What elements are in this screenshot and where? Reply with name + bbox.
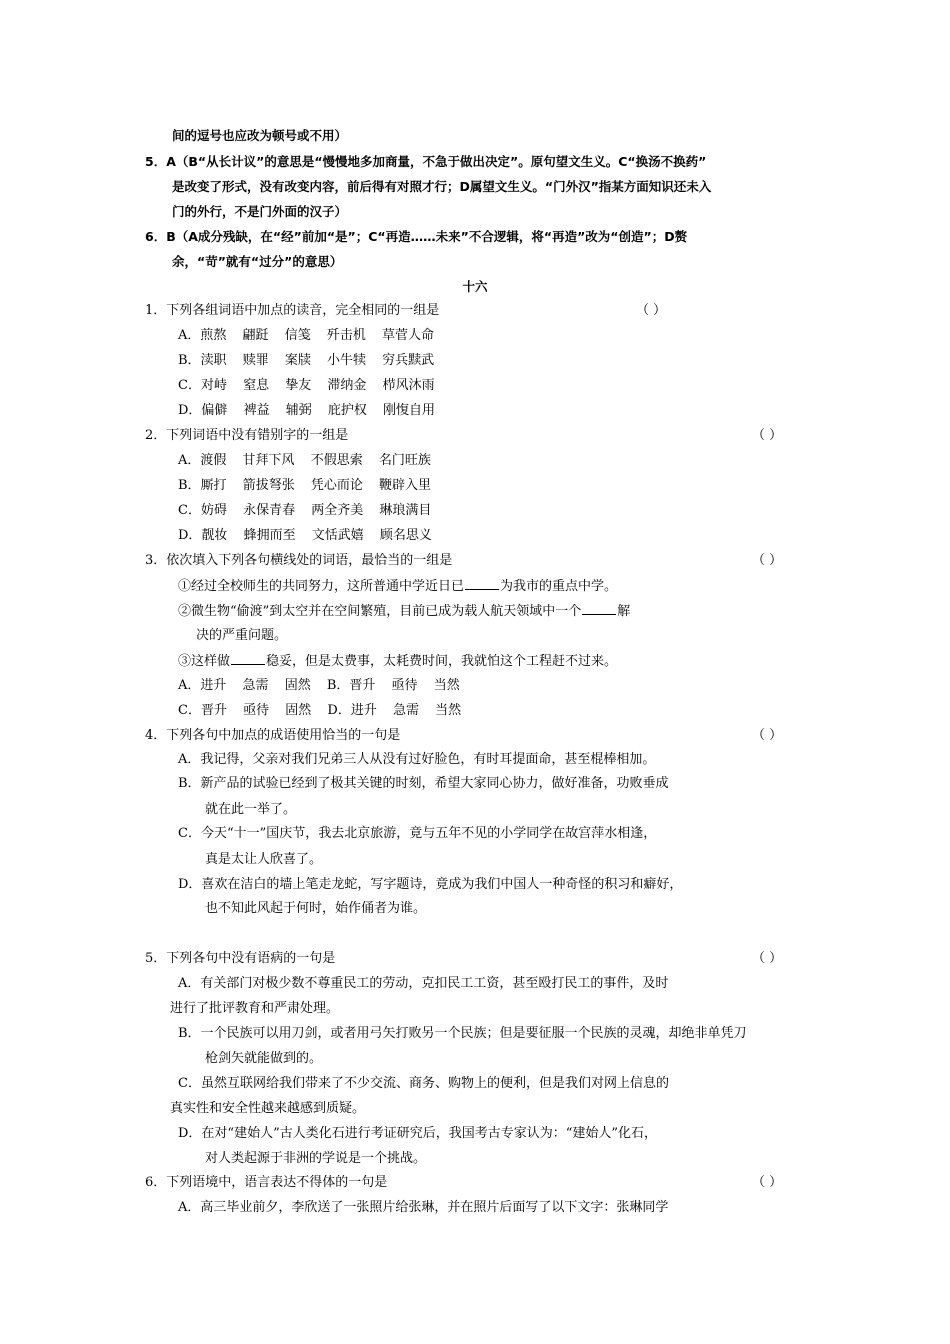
question-2-answer-paren: （ ） bbox=[752, 428, 783, 443]
question-5-option-d: D．在对“建始人”古人类化石进行考证研究后，我国考古专家认为：“建始人”化石， bbox=[178, 1126, 658, 1141]
question-3-options-ab: A．进升 急需 固然 B．晋升 亟待 当然 bbox=[178, 678, 460, 693]
answer-5-line-3: 门的外行，不是门外面的汉子） bbox=[172, 204, 348, 219]
answer-6-line-1: 6．B（A成分残缺，在“经”前加“是”；C“再造……未来”不合逻辑，将“再造”改为“创造”；D赘 bbox=[145, 229, 688, 244]
question-4-option-c-cont: 真是太让人欣喜了。 bbox=[205, 852, 323, 867]
question-2-option-a: A．渡假 甘拜下风 不假思索 名门旺族 bbox=[178, 453, 431, 468]
fill-blank-2 bbox=[582, 602, 616, 615]
question-5-option-a-cont: 进行了批评教育和严肃处理。 bbox=[170, 1001, 340, 1016]
fill-blank-3 bbox=[231, 652, 265, 665]
question-6-option-a: A．高三毕业前夕，李欣送了一张照片给张琳，并在照片后面写了以下文字：张琳同学 bbox=[178, 1200, 669, 1215]
question-6-answer-paren: （ ） bbox=[752, 1175, 783, 1190]
question-1-option-d: D．偏僻 裨益 辅弼 庇护权 刚愎自用 bbox=[178, 403, 436, 418]
question-3-stem: 3．依次填入下列各句横线处的词语，最恰当的一组是 bbox=[145, 553, 453, 568]
question-4-option-c: C．今天“十一”国庆节，我去北京旅游，竟与五年不见的小学同学在故宫萍水相逢， bbox=[178, 826, 657, 841]
question-3-options-cd: C．晋升 亟待 固然 D．进升 急需 当然 bbox=[178, 703, 462, 718]
question-4-option-a: A．我记得，父亲对我们兄弟三人从没有过好脸色，有时耳提面命，甚至棍棒相加。 bbox=[178, 752, 656, 767]
section-title: 十六 bbox=[462, 279, 488, 294]
answer-6-line-2: 余，“苛”就有“过分”的意思） bbox=[172, 254, 343, 269]
question-1-answer-paren: （ ） bbox=[636, 303, 667, 318]
answer-5-line-2: 是改变了形式，没有改变内容，前后得有对照才行；D属望文生义。“门外汉”指某方面知识还未入 bbox=[172, 179, 712, 194]
question-2-stem: 2．下列词语中没有错别字的一组是 bbox=[145, 428, 349, 443]
question-2-option-d: D．靓妆 蜂拥而至 文恬武嬉 顾名思义 bbox=[178, 528, 432, 543]
question-5-option-a: A．有关部门对极少数不尊重民工的劳动，克扣民工工资，甚至殴打民工的事件，及时 bbox=[178, 976, 669, 991]
question-5-option-d-cont: 对人类起源于非洲的学说是一个挑战。 bbox=[205, 1151, 427, 1166]
question-5-option-b-cont: 枪剑矢就能做到的。 bbox=[205, 1051, 323, 1066]
question-5-answer-paren: （ ） bbox=[752, 951, 783, 966]
question-3-sentence-2: ②微生物“偷渡”到太空并在空间繁殖，目前已成为载人航天领域中一个 解 bbox=[178, 604, 631, 619]
question-3-sentence-3: ③这样做 稳妥，但是太费事，太耗费时间，我就怕这个工程赶不过来。 bbox=[178, 654, 618, 669]
question-5-option-c-cont: 真实性和安全性越来越感到质疑。 bbox=[170, 1101, 366, 1116]
question-1-option-c: C．对峙 窒息 挚友 滞纳金 栉风沐雨 bbox=[178, 378, 435, 393]
question-1-option-b: B．渎职 赎罪 案牍 小牛犊 穷兵黩武 bbox=[178, 353, 435, 368]
question-6-stem: 6．下列语境中，语言表达不得体的一句是 bbox=[145, 1175, 388, 1190]
question-5-option-c: C．虽然互联网给我们带来了不少交流、商务、购物上的便利，但是我们对网上信息的 bbox=[178, 1076, 669, 1091]
question-1-option-a: A．煎熬 翩跹 信笺 歼击机 草菅人命 bbox=[178, 328, 435, 343]
question-4-answer-paren: （ ） bbox=[752, 728, 783, 743]
question-2-option-c: C．妨碍 永保青春 两全齐美 琳琅满目 bbox=[178, 503, 432, 518]
question-1-stem: 1．下列各组词语中加点的读音，完全相同的一组是 bbox=[145, 303, 440, 318]
question-4-option-b: B．新产品的试验已经到了极其关键的时刻，希望大家同心协力，做好准备，功败垂成 bbox=[178, 776, 669, 791]
question-4-option-d: D．喜欢在洁白的墙上笔走龙蛇，写字题诗，竟成为我们中国人一种奇怪的积习和癖好， bbox=[178, 877, 683, 892]
question-3-answer-paren: （ ） bbox=[752, 553, 783, 568]
question-4-option-d-cont: 也不知此风起于何时，始作俑者为谁。 bbox=[205, 901, 427, 916]
question-5-stem: 5．下列各句中没有语病的一句是 bbox=[145, 951, 336, 966]
answer-continuation-line: 间的逗号也应改为顿号或不用） bbox=[172, 128, 348, 143]
fill-blank-1 bbox=[465, 577, 499, 590]
answer-5-line-1: 5．A（B“从长计议”的意思是“慢慢地多加商量，不急于做出决定”。原句望文生义。C“换汤不换药” bbox=[145, 154, 707, 169]
question-4-stem: 4．下列各句中加点的成语使用恰当的一句是 bbox=[145, 728, 401, 743]
question-4-option-b-cont: 就在此一举了。 bbox=[205, 802, 297, 817]
question-5-option-b: B．一个民族可以用刀剑，或者用弓矢打败另一个民族；但是要征服一个民族的灵魂，却绝非单凭刀 bbox=[178, 1026, 747, 1041]
question-3-sentence-2-cont: 决的严重问题。 bbox=[196, 628, 288, 643]
question-2-option-b: B．厮打 箭拔弩张 凭心而论 鞭辟入里 bbox=[178, 478, 432, 493]
question-3-sentence-1: ①经过全校师生的共同努力，这所普通中学近日已 为我市的重点中学。 bbox=[178, 579, 618, 594]
